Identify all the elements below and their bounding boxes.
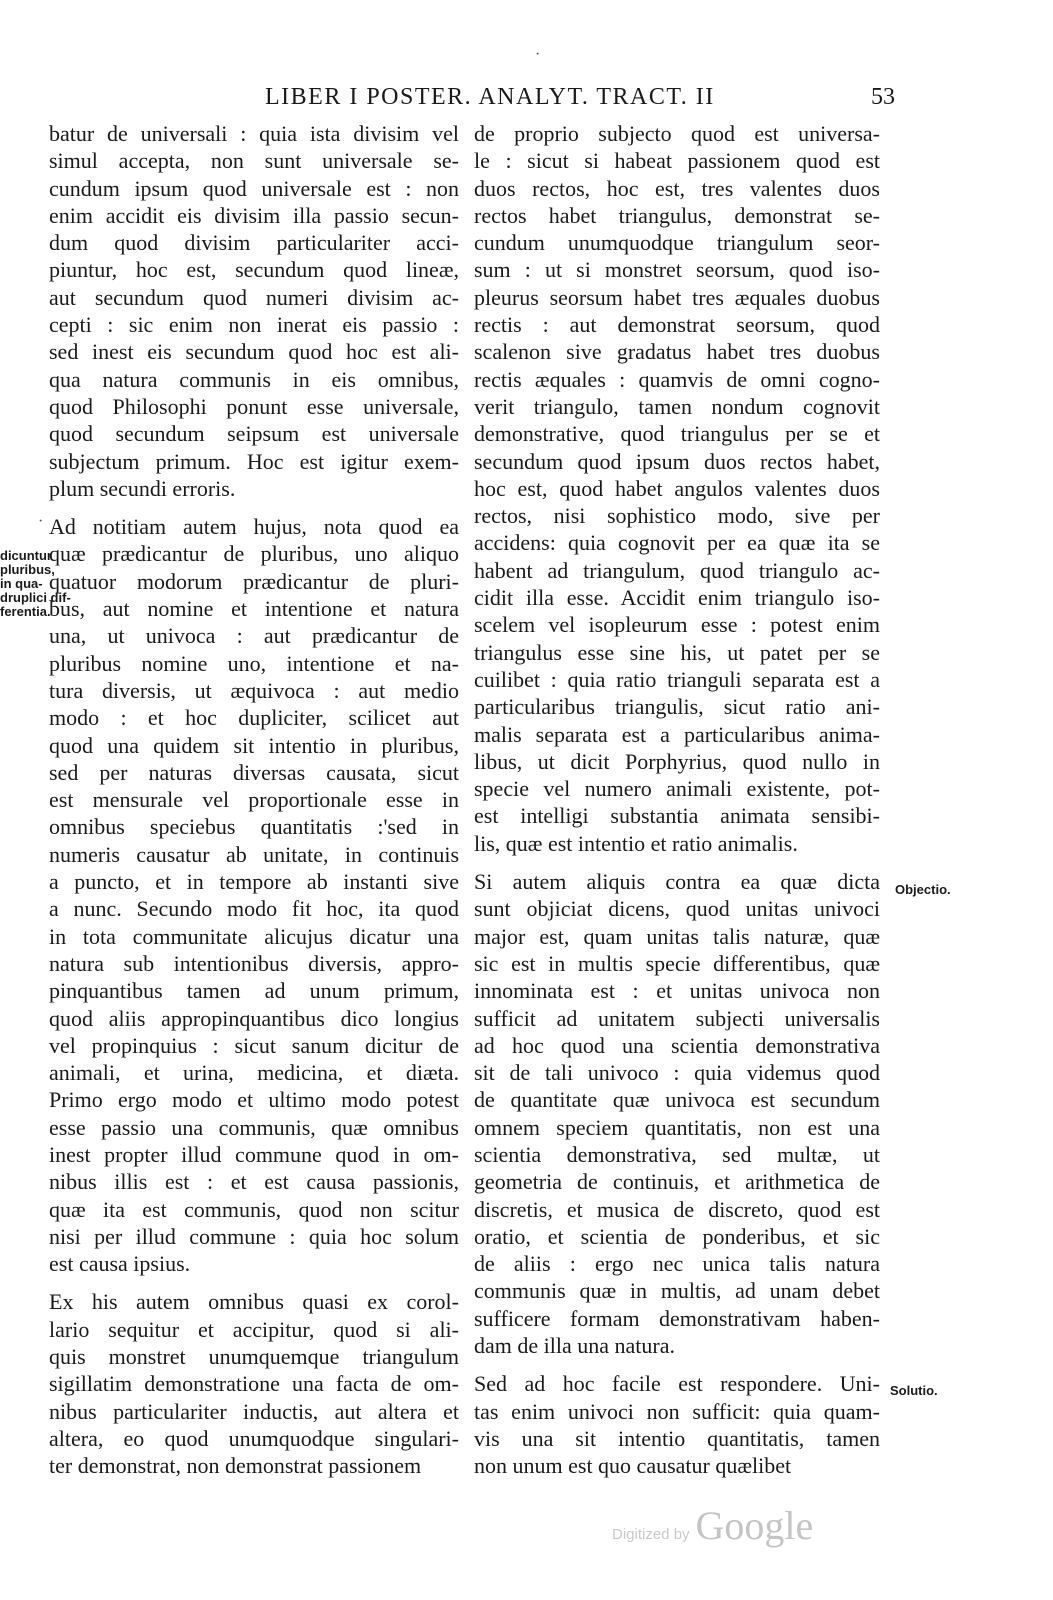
text-line: libus, ut dicit Porphyrius, quod nullo in	[474, 748, 880, 774]
text-line: scelem vel isopleurum esse : potest enim	[474, 612, 880, 638]
text-line: in tota communitate alicujus dicatur una	[49, 923, 459, 949]
text-line: quæ prædicantur de pluribus, uno aliquo	[49, 541, 459, 567]
stray-mark: ·	[535, 46, 541, 63]
margin-note-line: pluribus,	[0, 562, 55, 577]
text-line: Ad notitiam autem hujus, nota quod ea	[49, 514, 459, 540]
paragraph-gap	[474, 857, 880, 868]
text-line: una, ut univoca : aut prædicantur de	[49, 623, 459, 649]
text-line: dam de illa una natura.	[474, 1333, 675, 1359]
text-line: plum secundi erroris.	[49, 475, 236, 501]
text-line: verit triangulo, tamen nondum cognovit	[474, 393, 880, 419]
text-line: qua natura communis in eis omnibus,	[49, 366, 459, 392]
google-logo: Google	[695, 1503, 814, 1548]
text-line: modo : et hoc dupliciter, scilicet aut	[49, 705, 459, 731]
margin-note-line: dicuntur	[0, 548, 52, 563]
text-line: est causa ipsius.	[49, 1251, 191, 1277]
text-line: rectis æquales : quamvis de omni cogno-	[474, 366, 880, 392]
text-line: quis monstret unumquemque triangulum	[49, 1344, 459, 1370]
left-column	[49, 120, 459, 1480]
text-line: oratio, et scientia de ponderibus, et sic	[474, 1223, 880, 1249]
text-line: Primo ergo modo et ultimo modo potest	[49, 1087, 459, 1113]
text-line: sufficit ad unitatem subjecti universalis	[474, 1005, 880, 1031]
text-line: non unum est quo causatur quælibet	[474, 1453, 792, 1479]
text-line: scientia demonstrativa, sed multæ, ut	[474, 1141, 880, 1167]
text-line: rectis : aut demonstrat seorsum, quod	[474, 312, 880, 338]
text-line: numeris causatur ab unitate, in continuis	[49, 841, 459, 867]
text-line: quatuor modorum prædicantur de pluri-	[49, 568, 459, 594]
text-line: omnem speciem quantitatis, non est una	[474, 1114, 880, 1140]
text-line: bus, aut nomine et intentione et natura	[49, 596, 459, 622]
text-line: discretis, et musica de discreto, quod est	[474, 1196, 880, 1222]
text-line: batur de universali : quia ista divisim vel	[49, 121, 459, 146]
text-line: rectos, nisi sophistico modo, sive per	[474, 503, 880, 529]
text-line: quæ ita est communis, quod non scitur	[49, 1196, 459, 1222]
text-line: de aliis : ergo nec unica talis natura	[474, 1251, 880, 1277]
text-line: quod secundum seipsum est universale	[49, 421, 459, 447]
text-line: pinquantibus tamen ad unum primum,	[49, 978, 459, 1004]
margin-note-solutio: Solutio.	[890, 1383, 938, 1398]
paragraph-gap	[474, 1359, 880, 1370]
text-line: sum : ut si monstret seorsum, quod iso-	[474, 257, 880, 283]
margin-note-line: druplici dif-	[0, 590, 71, 605]
text-line: altera, eo quod unumquodque singulari-	[49, 1425, 459, 1451]
text-line: demonstrative, quod triangulus per se et	[474, 421, 880, 447]
text-line: hoc est, quod habet angulos valentes duos	[474, 475, 880, 501]
margin-note-dicuntur	[0, 548, 71, 619]
right-column	[474, 120, 880, 1480]
text-line: vel propinquius : sicut sanum dicitur de	[49, 1032, 459, 1058]
text-line: vis una sit intentio quantitatis, tamen	[474, 1425, 880, 1451]
text-line: cepti : sic enim non inerat eis passio :	[49, 312, 459, 338]
margin-note-line: in qua-	[0, 576, 43, 591]
text-line: ter demonstrat, non demonstrat passionem	[49, 1453, 422, 1479]
text-line: nisi per illud commune : quia hoc solum	[49, 1223, 459, 1249]
text-line: nibus illis est : et est causa passionis,	[49, 1169, 459, 1195]
paragraph-gap	[49, 502, 459, 513]
text-line: triangulus esse sine his, ut patet per se	[474, 639, 880, 665]
text-line: accidens: quia cognovit per ea quæ ita se	[474, 530, 880, 556]
text-line: Sed ad hoc facile est respondere. Uni-	[474, 1371, 880, 1397]
text-line: omnibus speciebus quantitatis :'sed in	[49, 814, 459, 840]
text-line: sed inest eis secundum quod hoc est ali-	[49, 339, 459, 365]
text-line: inest propter illud commune quod in om-	[49, 1141, 459, 1167]
running-title: LIBER I POSTER. ANALYT. TRACT. II	[265, 84, 715, 110]
text-line: dum quod divisim particulariter acci-	[49, 230, 459, 256]
text-line: tas enim univoci non sufficit: quia quam-	[474, 1398, 880, 1424]
text-line: cundum ipsum quod universale est : non	[49, 175, 459, 201]
page-number: 53	[871, 84, 895, 110]
text-line: natura sub intentionibus diversis, appro-	[49, 950, 459, 976]
text-line: cidit illa esse. Accidit enim triangulo iso-	[474, 585, 880, 611]
text-line: geometria de continuis, et arithmetica de	[474, 1169, 880, 1195]
digitized-label: Digitized by	[612, 1526, 690, 1543]
text-line: est intelligi substantia animata sensibi-	[474, 803, 880, 829]
text-line: sufficere formam demonstrativam haben-	[474, 1305, 880, 1331]
text-line: specie vel numero animali existente, pot-	[474, 776, 880, 802]
text-line: piuntur, hoc est, secundum quod lineæ,	[49, 257, 459, 283]
text-line: rectos habet triangulus, demonstrat se-	[474, 202, 880, 228]
text-line: quod una quidem sit intentio in pluribus,	[49, 732, 459, 758]
text-line: est mensurale vel proportionale esse in	[49, 787, 459, 813]
text-line: lario sequitur et accipitur, quod si ali-	[49, 1316, 459, 1342]
text-line: sed per naturas diversas causata, sicut	[49, 759, 459, 785]
digitized-watermark	[612, 1502, 813, 1549]
text-line: particularibus triangulis, sicut ratio ani-	[474, 694, 880, 720]
text-line: simul accepta, non sunt universale se-	[49, 148, 459, 174]
text-line: subjectum primum. Hoc est igitur exem-	[49, 448, 459, 474]
text-line: ad hoc quod una scientia demonstrativa	[474, 1032, 880, 1058]
text-line: lis, quæ est intentio et ratio animalis.	[474, 830, 798, 856]
text-line: animali, et urina, medicina, et diæta.	[49, 1060, 459, 1086]
text-line: enim accidit eis divisim illa passio secun-	[49, 202, 459, 228]
text-line: quod Philosophi ponunt esse universale,	[49, 393, 459, 419]
text-line: major est, quam unitas talis naturæ, quæ	[474, 923, 880, 949]
text-line: tura diversis, ut æquivoca : aut medio	[49, 677, 459, 703]
text-line: secundum quod ipsum duos rectos habet,	[474, 448, 880, 474]
margin-note-objectio: Objectio.	[895, 882, 951, 897]
text-line: duos rectos, hoc est, tres valentes duos	[474, 175, 880, 201]
paragraph-gap	[49, 1277, 459, 1288]
text-line: communis quæ in multis, ad unam debet	[474, 1278, 880, 1304]
text-line: scalenon sive gradatus habet tres duobus	[474, 339, 880, 365]
text-line: malis separata est a particularibus anima-	[474, 721, 880, 747]
text-line: cuilibet : quia ratio trianguli separata est a	[474, 666, 880, 692]
text-line: nibus particulariter inductis, aut altera et	[49, 1398, 459, 1424]
text-line: sunt objiciat dicens, quod unitas univoci	[474, 896, 880, 922]
text-line: cundum unumquodque triangulum seor-	[474, 230, 880, 256]
text-line: a puncto, et in tempore ab instanti sive	[49, 869, 459, 895]
text-line: innominata est : et unitas univoca non	[474, 978, 880, 1004]
text-line: a nunc. Secundo modo fit hoc, ita quod	[49, 896, 459, 922]
text-line: de proprio subjecto quod est universa-	[474, 121, 880, 146]
text-line: esse passio una communis, quæ omnibus	[49, 1114, 459, 1140]
text-line: pleurus seorsum habet tres æquales duobus	[474, 284, 880, 310]
margin-note-line: ferentia.	[0, 604, 51, 619]
text-line: Si autem aliquis contra ea quæ dicta	[474, 869, 880, 895]
text-line: le : sicut si habeat passionem quod est	[474, 148, 880, 174]
text-line: de quantitate quæ univoca est secundum	[474, 1087, 880, 1113]
text-line: sigillatim demonstratione una facta de om-	[49, 1371, 459, 1397]
text-line: habent ad triangulum, quod triangulo ac-	[474, 557, 880, 583]
stray-mark: ·	[38, 513, 44, 530]
text-line: aut secundum quod numeri divisim ac-	[49, 284, 459, 310]
text-line: sic est in multis specie differentibus, quæ	[474, 950, 880, 976]
text-line: Ex his autem omnibus quasi ex corol-	[49, 1289, 459, 1315]
text-line: quod aliis appropinquantibus dico longius	[49, 1005, 459, 1031]
text-line: sit de tali univoco : quia videmus quod	[474, 1060, 880, 1086]
text-line: pluribus nomine uno, intentione et na-	[49, 650, 459, 676]
